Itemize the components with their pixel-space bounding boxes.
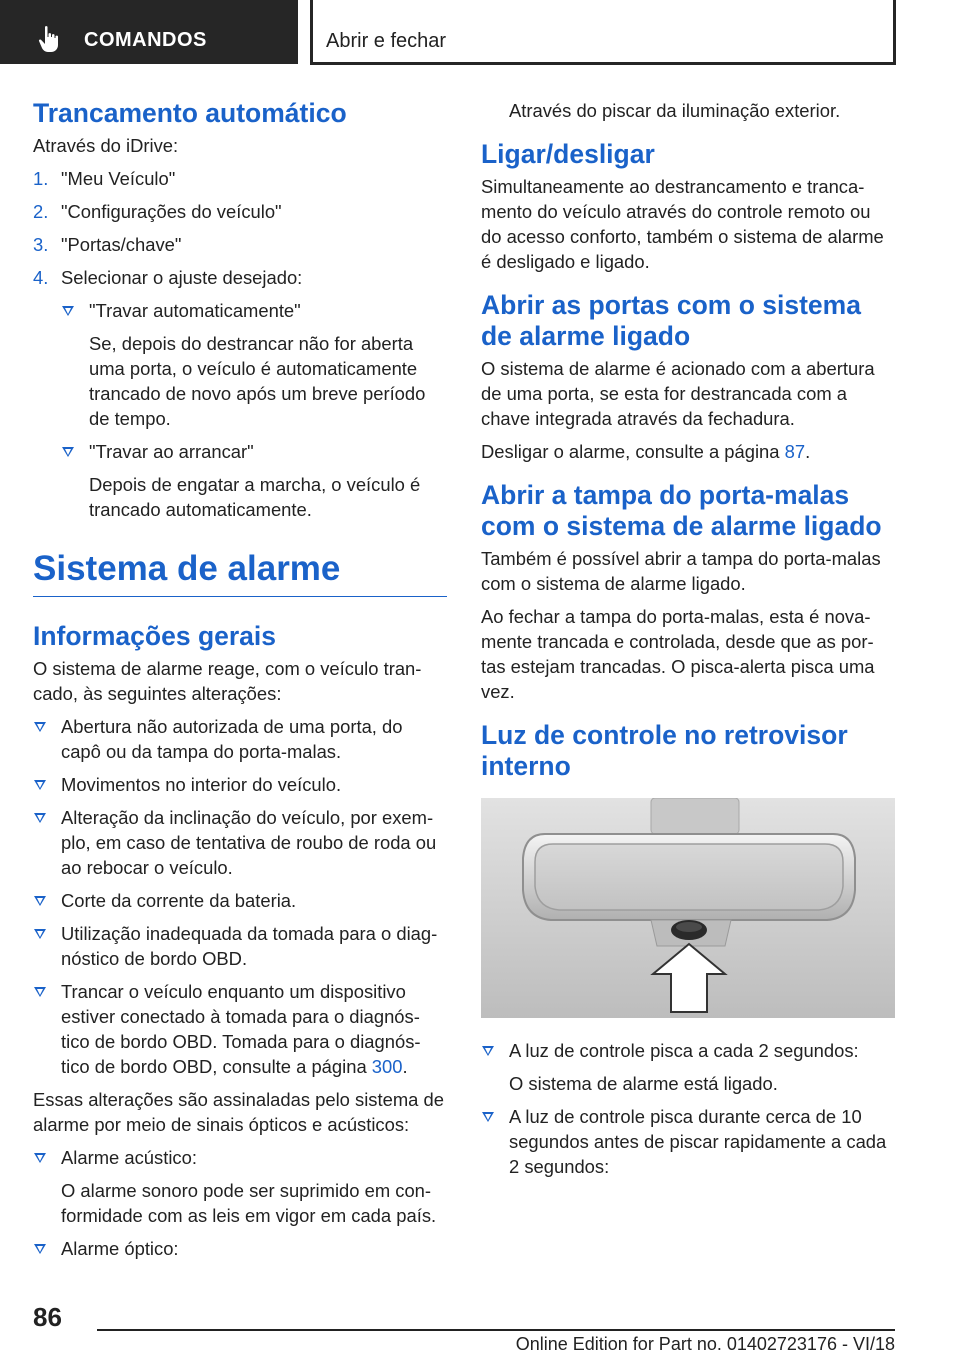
footer-rule [97,1329,895,1331]
header-rule-left [310,0,313,64]
onoff-heading: Ligar/desligar [481,139,655,169]
step-text: "Meu Veículo" [61,168,176,189]
step-item [33,199,447,224]
triangle-bullet-icon [62,306,74,316]
doors-text: O sistema de alarme é acionado com a abertura de uma porta, se esta for destrancada com a chave integrada através da fechadura. [481,358,875,429]
option-label: "Travar ao arrancar" [89,441,254,462]
page-number: 86 [33,1302,62,1332]
section-label: COMANDOS [84,29,207,51]
step-number: 4. [33,267,49,288]
optical-desc: Através do piscar da iluminação exterior. [509,100,841,121]
general-info-heading: Informações gerais [33,621,277,651]
option-item [61,298,447,431]
page-link-87[interactable]: 87 [784,441,806,462]
alarm-heading: Sistema de alarme [33,548,447,597]
step-item [33,166,447,191]
section-tab [0,0,298,64]
alarm-triggers [33,714,447,1079]
triangle-bullet-icon [34,896,46,906]
triangle-bullet-icon [34,1153,46,1163]
rearview-mirror-illustration [481,798,895,1018]
signal-item: Alarme acústico: O alarme sonoro pode ser suprimido em con-formidade com as leis em vigor em cada país. [33,1145,447,1228]
page-link-300[interactable]: 300 [371,1056,403,1077]
chapter-title: Abrir e fechar [326,30,447,52]
light-state-item: A luz de controle pisca a cada 2 segundos: O sistema de alarme está ligado. [481,1038,895,1096]
step-item [33,265,447,522]
trigger-item: Corte da corrente da bateria. [33,888,447,913]
step-text: "Portas/chave" [61,234,182,255]
lock-options [61,298,447,522]
mirror-heading: Luz de controle no retrovisor interno [481,720,848,781]
trigger-item: Alteração da inclinação do veículo, por exem-plo, em caso de tentativa de roubo de roda ou ao rebocar o veículo. [33,805,447,880]
trunk-text-1: Também é possível abrir a tampa do porta-malas com o sistema de alarme ligado. [481,548,881,594]
step-text: "Configurações do veículo" [61,201,282,222]
triangle-bullet-icon [34,780,46,790]
step-number: 2. [33,201,49,222]
doors-heading: Abrir as portas com o sistema de alarme ligado [481,290,861,351]
general-intro: O sistema de alarme reage, com o veículo tran-cado, às seguintes alterações: [33,658,422,704]
step-text: Selecionar o ajuste desejado: [61,267,303,288]
triangle-bullet-icon [34,987,46,997]
onoff-text: Simultaneamente ao destrancamento e tranca-mento do veículo através do controle remoto ou do acesso conforto, também o sistema de alarme é desligado e ligado. [481,176,884,272]
trigger-item: Trancar o veículo enquanto um dispositivo estiver conectado à tomada para o diagnós-tico de bordo OBD. Tomada para o diagnós-tico de bordo OBD, consulte a página 300. [33,979,447,1079]
option-desc: Se, depois do destrancar não for aberta uma porta, o veículo é automaticamente trancado de novo após um breve período de tempo. [89,333,426,429]
edition-note: Online Edition for Part no. 01402723176 - VI/18 [515,1334,895,1354]
idrive-steps [33,166,447,522]
triangle-bullet-icon [34,1244,46,1254]
doors-off-text: Desligar o alarme, consulte a página 87. [481,441,811,462]
trigger-item: Utilização inadequada da tomada para o diag-nóstico de bordo OBD. [33,921,447,971]
light-state-item: A luz de controle pisca durante cerca de 10 segundos antes de piscar rapidamente a cada 2 segundos: [481,1104,895,1179]
hand-pointer-icon [38,25,62,53]
option-label: "Travar automaticamente" [89,300,301,321]
header-rule-bottom [310,62,895,65]
triangle-bullet-icon [34,722,46,732]
header-rule-right [893,0,896,65]
auto-lock-intro: Através do iDrive: [33,135,179,156]
step-item [33,232,447,257]
step-number: 3. [33,234,49,255]
option-desc: Depois de engatar a marcha, o veículo é trancado automaticamente. [89,474,421,520]
triangle-bullet-icon [482,1046,494,1056]
triangle-bullet-icon [482,1112,494,1122]
right-column [481,98,895,1187]
triangle-bullet-icon [34,929,46,939]
signals-intro: Essas alterações são assinaladas pelo sistema de alarme por meio de sinais ópticos e acústicos: [33,1089,444,1135]
option-item [61,439,447,522]
mirror-image [481,798,895,1018]
light-states [481,1038,895,1179]
trigger-item: Abertura não autorizada de uma porta, do capô ou da tampa do porta-malas. [33,714,447,764]
auto-lock-heading: Trancamento automático [33,98,347,128]
triangle-bullet-icon [34,813,46,823]
alarm-signals [33,1145,447,1261]
step-number: 1. [33,168,49,189]
left-column [33,98,447,1269]
triangle-bullet-icon [62,447,74,457]
trunk-text-2: Ao fechar a tampa do porta-malas, esta é nova-mente trancada e controlada, desde que as por-tas estejam trancadas. O pisca-alerta pisca uma vez. [481,606,875,702]
trunk-heading: Abrir a tampa do porta-malas com o sistema de alarme ligado [481,480,882,541]
trigger-item: Movimentos no interior do veículo. [33,772,447,797]
signal-item: Alarme óptico: [33,1236,447,1261]
